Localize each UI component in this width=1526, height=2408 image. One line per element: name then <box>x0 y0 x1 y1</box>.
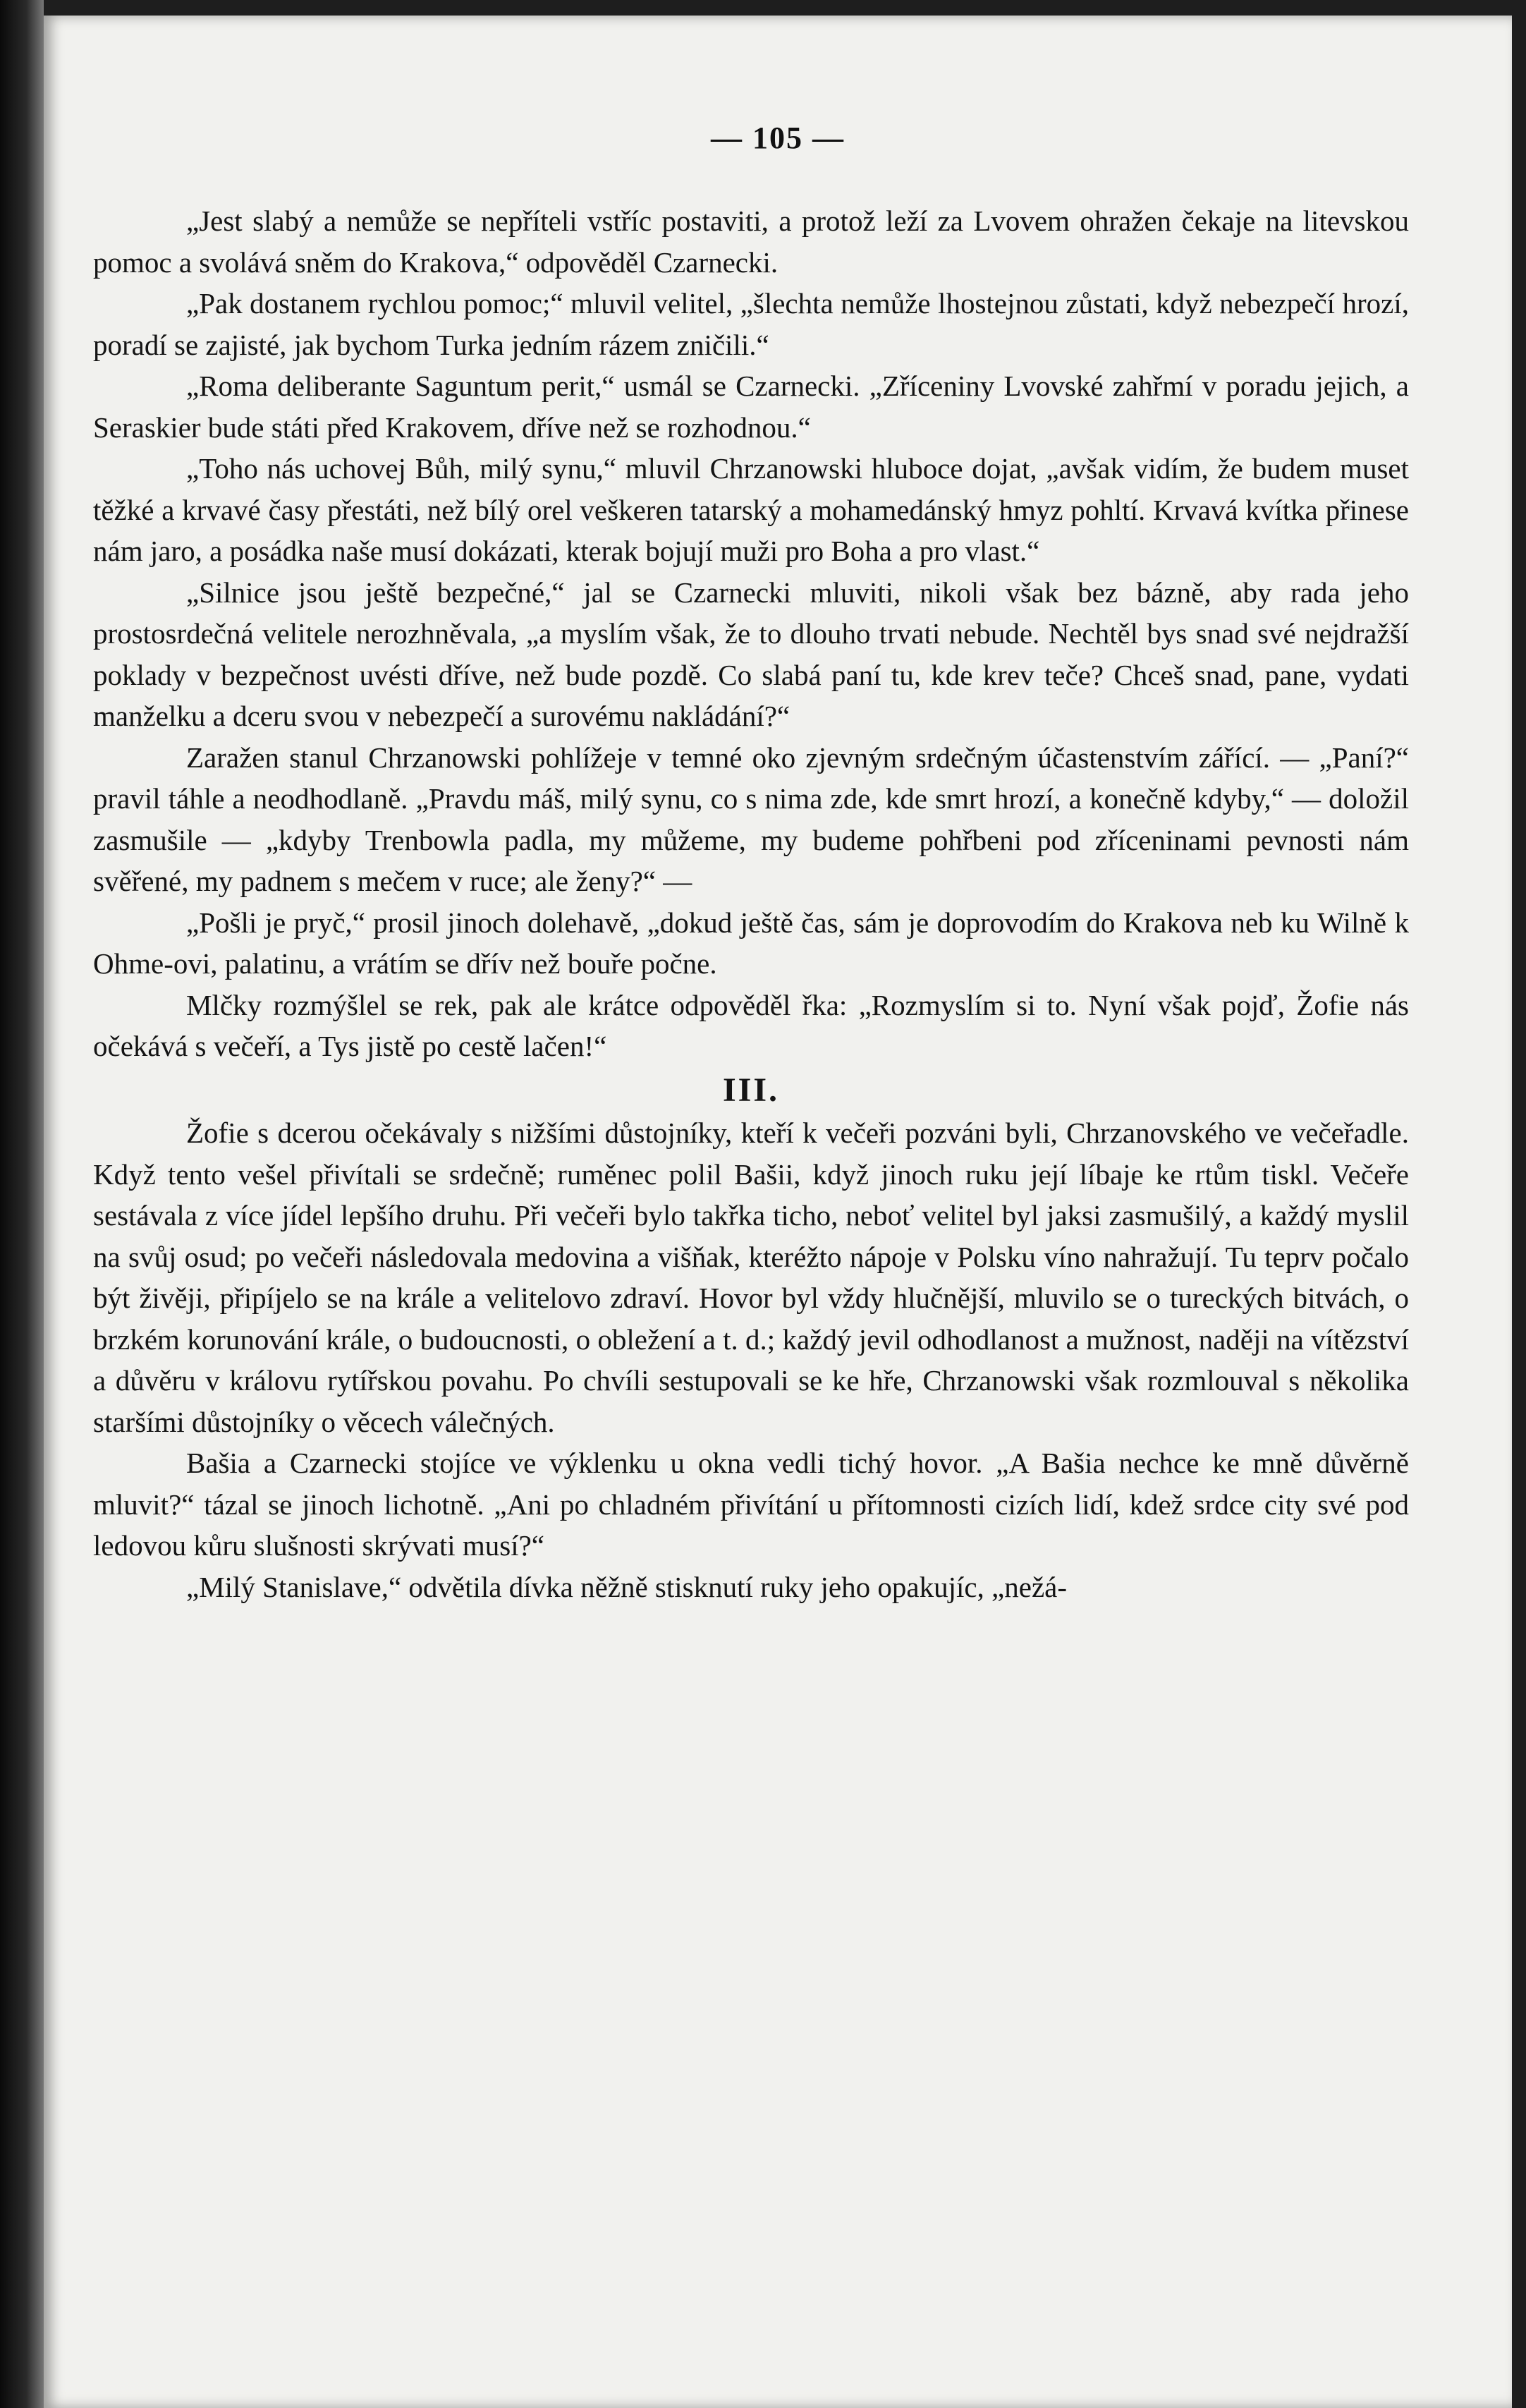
scan-binding-edge <box>0 0 44 2408</box>
paragraph: „Toho nás uchovej Bůh, milý synu,“ mluvil Chrzanowski hluboce dojat, „avšak vidím, že budem muset těžké a krvavé časy přestáti, než bílý orel veškeren tatarský a mohamedánský hmyz pohltí. Krvavá kvítka přinese nám jaro, a posádka naše musí dokázati, kterak bojují muži pro Boha a pro vlast.“ <box>93 452 1409 567</box>
paragraph: „Milý Stanislave,“ odvětila dívka něžně stisknutí ruky jeho opakujíc, „nežá- <box>186 1570 1067 1603</box>
paragraph: Bašia a Czarnecki stojíce ve výklenku u okna vedli tichý hovor. „A Bašia nechce ke mně důvěrně mluvit?“ tázal se jinoch lichotně. „Ani po chladném přivítání u přítomnosti cizích lidí, kdež srdce city své pod ledovou kůru slušnosti skrývati musí?“ <box>93 1447 1409 1562</box>
page-number: — 105 — <box>711 121 845 155</box>
paragraph: „Pak dostanem rychlou pomoc;“ mluvil velitel, „šlechta nemůže lhostejnou zůstati, když nebezpečí hrozí, poradí se zajisté, jak bychom Turka jedním rázem zničili.“ <box>93 287 1409 361</box>
paragraph: „Silnice jsou ještě bezpečné,“ jal se Czarnecki mluviti, nikoli však bez bázně, aby rada jeho prostosrdečná velitele nerozhněvala, „a myslím však, že to dlouho trvati nebude. Nechtěl bys snad své nejdražší poklady v bezpečnost uvésti dříve, než bude pozdě. Co slabá paní tu, kde krev teče? Chceš snad, pane, vydati manželku a dceru svou v nebezpečí a surovému nakládání?“ <box>93 576 1409 732</box>
paragraph: Zaražen stanul Chrzanowski pohlížeje v temné oko zjevným srdečným účastenstvím zářící. — „Paní?“ pravil táhle a neodhodlaně. „Pravdu máš, milý synu, co s nima zde, kde smrt hrozí, a konečně kdyby,“ — doložil zasmušile — „kdyby Trenbowla padla, my můžeme, my budeme pohřbeni pod zříceninami pevnosti nám svěřené, my padnem s mečem v ruce; ale ženy?“ — <box>93 741 1409 897</box>
chapter-heading: III. <box>722 1071 780 1109</box>
paragraph: „Jest slabý a nemůže se nepříteli vstříc postaviti, a protož leží za Lvovem ohražen čekaje na litevskou pomoc a svolává sněm do Krakova,“ odpověděl Czarnecki. <box>93 205 1409 279</box>
page-body <box>93 200 1409 1607</box>
paragraph: Mlčky rozmýšlel se rek, pak ale krátce odpověděl řka: „Rozmyslím si to. Nyní však pojď, Žofie nás očekává s večeří, a Tys jistě po cestě lačen!“ <box>93 988 1409 1062</box>
book-page <box>44 16 1512 2408</box>
paragraph: Žofie s dcerou očekávaly s nižšími důstojníky, kteří k večeři pozváni byli, Chrzanovského ve večeřadle. Když tento vešel přivítali se srdečně; ruměnec polil Bašii, když jinoch ruku její líbaje ke rtům tiskl. Večeře sestávala z více jídel lepšího druhu. Při večeři bylo takřka ticho, neboť velitel byl jaksi zasmušilý, a každý myslil na svůj osud; po večeři následovala medovina a višňak, kteréžto nápoje v Polsku víno nahražují. Tu teprv počalo být živěji, připíjelo se na krále a velitelovo zdraví. Hovor byl vždy hlučnější, mluvilo se o tureckých bitvách, o brzkém korunování krále, o budoucnosti, o obležení a t. d.; každý jevil odhodlanost a mužnost, naději na vítězství a důvěru v královu rytířskou povahu. Po chvíli sestupovali se ke hře, Chrzanowski však rozmlouval s několika staršími důstojníky o věcech válečných. <box>93 1117 1409 1438</box>
paragraph: „Roma deliberante Saguntum perit,“ usmál se Czarnecki. „Zříceniny Lvovské zahřmí v poradu jejich, a Seraskier bude státi před Krakovem, dříve než se rozhodnou.“ <box>93 370 1409 444</box>
paragraph: „Pošli je pryč,“ prosil jinoch dolehavě, „dokud ještě čas, sám je doprovodím do Krakova neb ku Wilně k Ohme-ovi, palatinu, a vrátím se dřív než bouře počne. <box>93 906 1409 980</box>
